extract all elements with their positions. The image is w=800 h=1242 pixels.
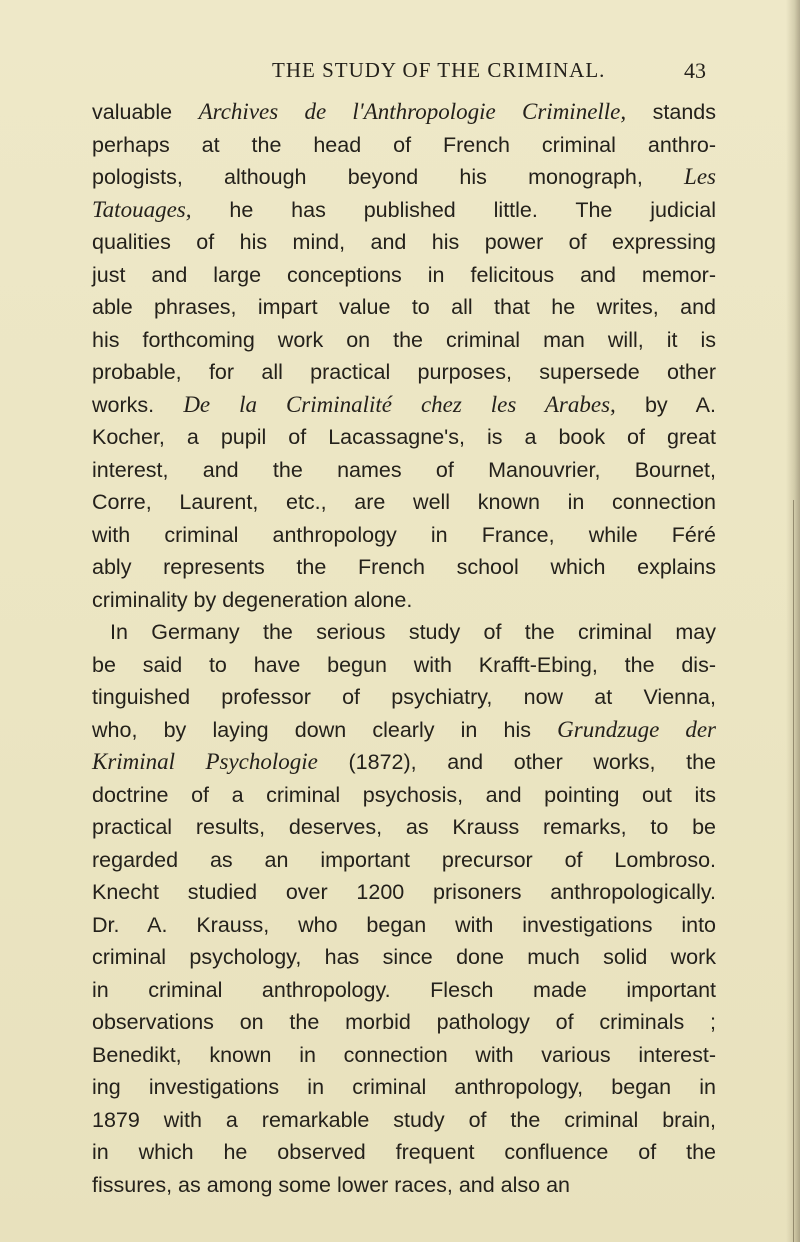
text-line: [92, 714, 716, 747]
text-segment: pologists, although beyond his monograph,: [92, 165, 685, 189]
text-segment: in which he observed frequent confluence of the: [92, 1140, 716, 1164]
text-segment: interest, and the names of Manouvrier, Bournet,: [92, 457, 716, 482]
text-line: [92, 1169, 716, 1202]
text-line: [92, 519, 716, 552]
text-line: [92, 129, 716, 162]
text-line: [92, 811, 716, 844]
text-line: [92, 194, 716, 227]
text-line: [92, 421, 716, 454]
text-segment: fissures, as among some lower races, and also an: [92, 1172, 571, 1197]
text-segment: practical results, deserves, as Krauss remarks, to be: [92, 815, 716, 839]
text-segment: criminal psychology, has since done much solid work: [92, 945, 716, 969]
text-line: [92, 324, 716, 357]
text-line: [92, 649, 716, 682]
body-text: [92, 96, 716, 1201]
text-segment: Corre, Laurent, etc., are well known in connection: [92, 490, 716, 514]
text-segment: Kocher, a pupil of Lacassagne's, is a book of great: [92, 425, 716, 449]
page-number: 43: [684, 58, 706, 83]
text-segment: able phrases, impart value to all that he writes, and: [92, 295, 716, 319]
text-segment: in criminal anthropology. Flesch made important: [92, 977, 716, 1002]
text-segment: who, by laying down clearly in his: [92, 717, 558, 742]
text-line: [92, 389, 716, 422]
text-line: [92, 486, 716, 519]
text-segment: stands: [626, 100, 716, 124]
text-line: [92, 1104, 716, 1137]
text-line: [92, 779, 716, 812]
text-line: [92, 876, 716, 909]
text-segment: Knecht studied over 1200 prisoners anthropologically.: [92, 880, 716, 904]
text-segment: Dr. A. Krauss, who began with investigations into: [92, 912, 716, 937]
text-segment: observations on the morbid pathology of criminals ;: [92, 1010, 716, 1034]
text-line: [92, 551, 716, 584]
text-segment: just and large conceptions in felicitous and memor-: [92, 262, 716, 287]
page-header: [96, 58, 706, 98]
text-line: [92, 161, 716, 194]
text-line: [92, 96, 716, 129]
text-line: [92, 584, 716, 617]
text-line: [92, 454, 716, 487]
text-line: [92, 1039, 716, 1072]
text-segment: his forthcoming work on the criminal man will, it is: [92, 327, 716, 352]
text-segment: 1879 with a remarkable study of the criminal brain,: [92, 1107, 716, 1132]
text-segment: tinguished professor of psychiatry, now at Vienna,: [92, 685, 716, 709]
text-segment: qualities of his mind, and his power of expressing: [92, 230, 716, 254]
italic-title: Les: [684, 164, 716, 189]
text-line: [92, 746, 716, 779]
running-head: THE STUDY OF THE CRIMINAL.: [272, 58, 606, 82]
text-segment: works.: [92, 392, 184, 417]
text-segment: perhaps at the head of French criminal anthro-: [92, 132, 716, 157]
text-segment: doctrine of a criminal psychosis, and pointing out its: [92, 782, 716, 807]
page-edge-line: [793, 500, 794, 1242]
text-line: [92, 291, 716, 324]
text-line: [92, 1071, 716, 1104]
text-segment: he has published little. The judicial: [191, 197, 716, 222]
text-line: [92, 941, 716, 974]
text-segment: by A.: [615, 392, 716, 417]
text-line: [92, 356, 716, 389]
text-segment: criminality by degeneration alone.: [92, 587, 413, 612]
text-segment: regarded as an important precursor of Lombroso.: [92, 847, 716, 872]
text-segment: ing investigations in criminal anthropology, began in: [92, 1075, 716, 1099]
text-line: [92, 974, 716, 1007]
text-line: [92, 1136, 716, 1169]
text-line: [92, 226, 716, 259]
text-line: [92, 681, 716, 714]
text-line: [92, 616, 716, 649]
text-segment: valuable: [92, 100, 199, 124]
text-segment: ably represents the French school which explains: [92, 555, 716, 579]
italic-title: Archives de l'Anthropologie Criminelle,: [198, 99, 627, 124]
italic-title: De la Criminalité chez les Arabes,: [183, 391, 616, 417]
text-line: [92, 259, 716, 292]
text-segment: be said to have begun with Krafft-Ebing, the dis-: [92, 652, 716, 677]
text-segment: with criminal anthropology in France, while Féré: [92, 522, 716, 547]
text-line: [92, 909, 716, 942]
text-segment: probable, for all practical purposes, supersede other: [92, 360, 716, 384]
text-segment: Benedikt, known in connection with various interest-: [92, 1042, 716, 1067]
text-segment: (1872), and other works, the: [317, 750, 717, 774]
italic-title: Tatouages,: [92, 196, 192, 222]
text-line: [92, 844, 716, 877]
text-segment: In Germany the serious study of the criminal may: [110, 620, 716, 644]
text-line: [92, 1006, 716, 1039]
italic-title: Kriminal Psychologie: [92, 749, 318, 774]
italic-title: Grundzuge der: [557, 716, 716, 742]
